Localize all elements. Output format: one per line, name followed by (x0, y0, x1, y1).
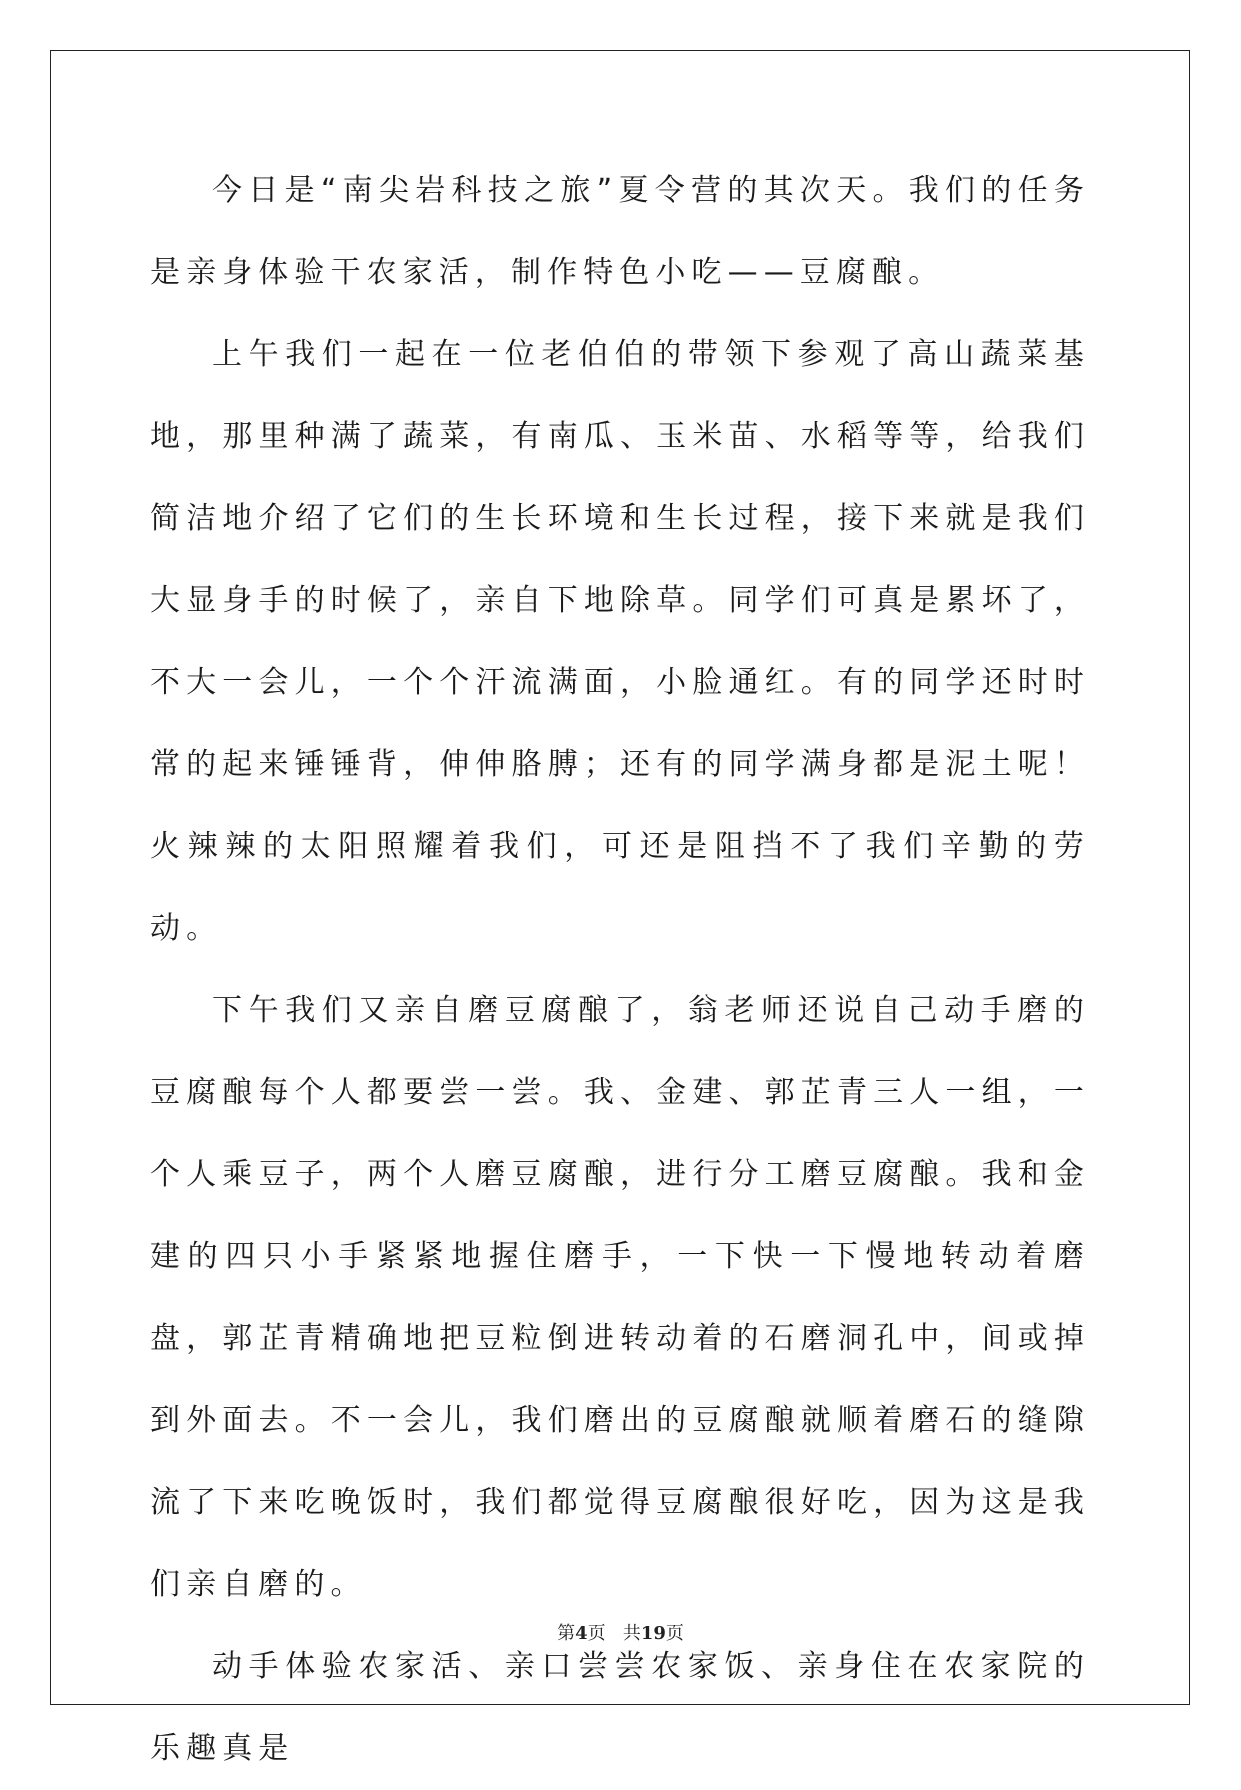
paragraph-4: 动手体验农家活、亲口尝尝农家饭、亲身住在农家院的乐趣真是 (150, 1649, 1090, 1766)
total-pages: 19 (640, 1623, 666, 1644)
total-suffix: 页 (665, 1623, 684, 1644)
paragraph-1: 今日是“南尖岩科技之旅”夏令营的其次天。我们的任务是亲身体验干农家活，制作特色小吃——豆腐酿。 (150, 173, 1090, 290)
page-suffix: 页 (587, 1623, 606, 1644)
page-prefix: 第 (557, 1623, 576, 1644)
document-body (150, 150, 1090, 1790)
page-number: 4 (575, 1623, 588, 1644)
paragraph-3: 下午我们又亲自磨豆腐酿了，翁老师还说自己动手磨的豆腐酿每个人都要尝一尝。我、金建、郭芷青三人一组，一个人乘豆子，两个人磨豆腐酿，进行分工磨豆腐酿。我和金建的四只小手紧紧地握住磨手，一下快一下慢地转动着磨盘，郭芷青精确地把豆粒倒进转动着的石磨洞孔中，间或掉到外面去。不一会儿，我们磨出的豆腐酿就顺着磨石的缝隙流了下来吃晚饭时，我们都觉得豆腐酿很好吃，因为这是我们亲自磨的。 (150, 993, 1090, 1602)
page-footer (0, 1619, 1241, 1645)
paragraph-2: 上午我们一起在一位老伯伯的带领下参观了高山蔬菜基地，那里种满了蔬菜，有南瓜、玉米苗、水稻等等，给我们简洁地介绍了它们的生长环境和生长过程，接下来就是我们大显身手的时候了，亲自下地除草。同学们可真是累坏了，不大一会儿，一个个汗流满面，小脸通红。有的同学还时时常的起来锤锤背，伸伸胳膊；还有的同学满身都是泥土呢！火辣辣的太阳照耀着我们，可还是阻挡不了我们辛勤的劳动。 (150, 337, 1090, 946)
total-prefix: 共 (622, 1623, 641, 1644)
